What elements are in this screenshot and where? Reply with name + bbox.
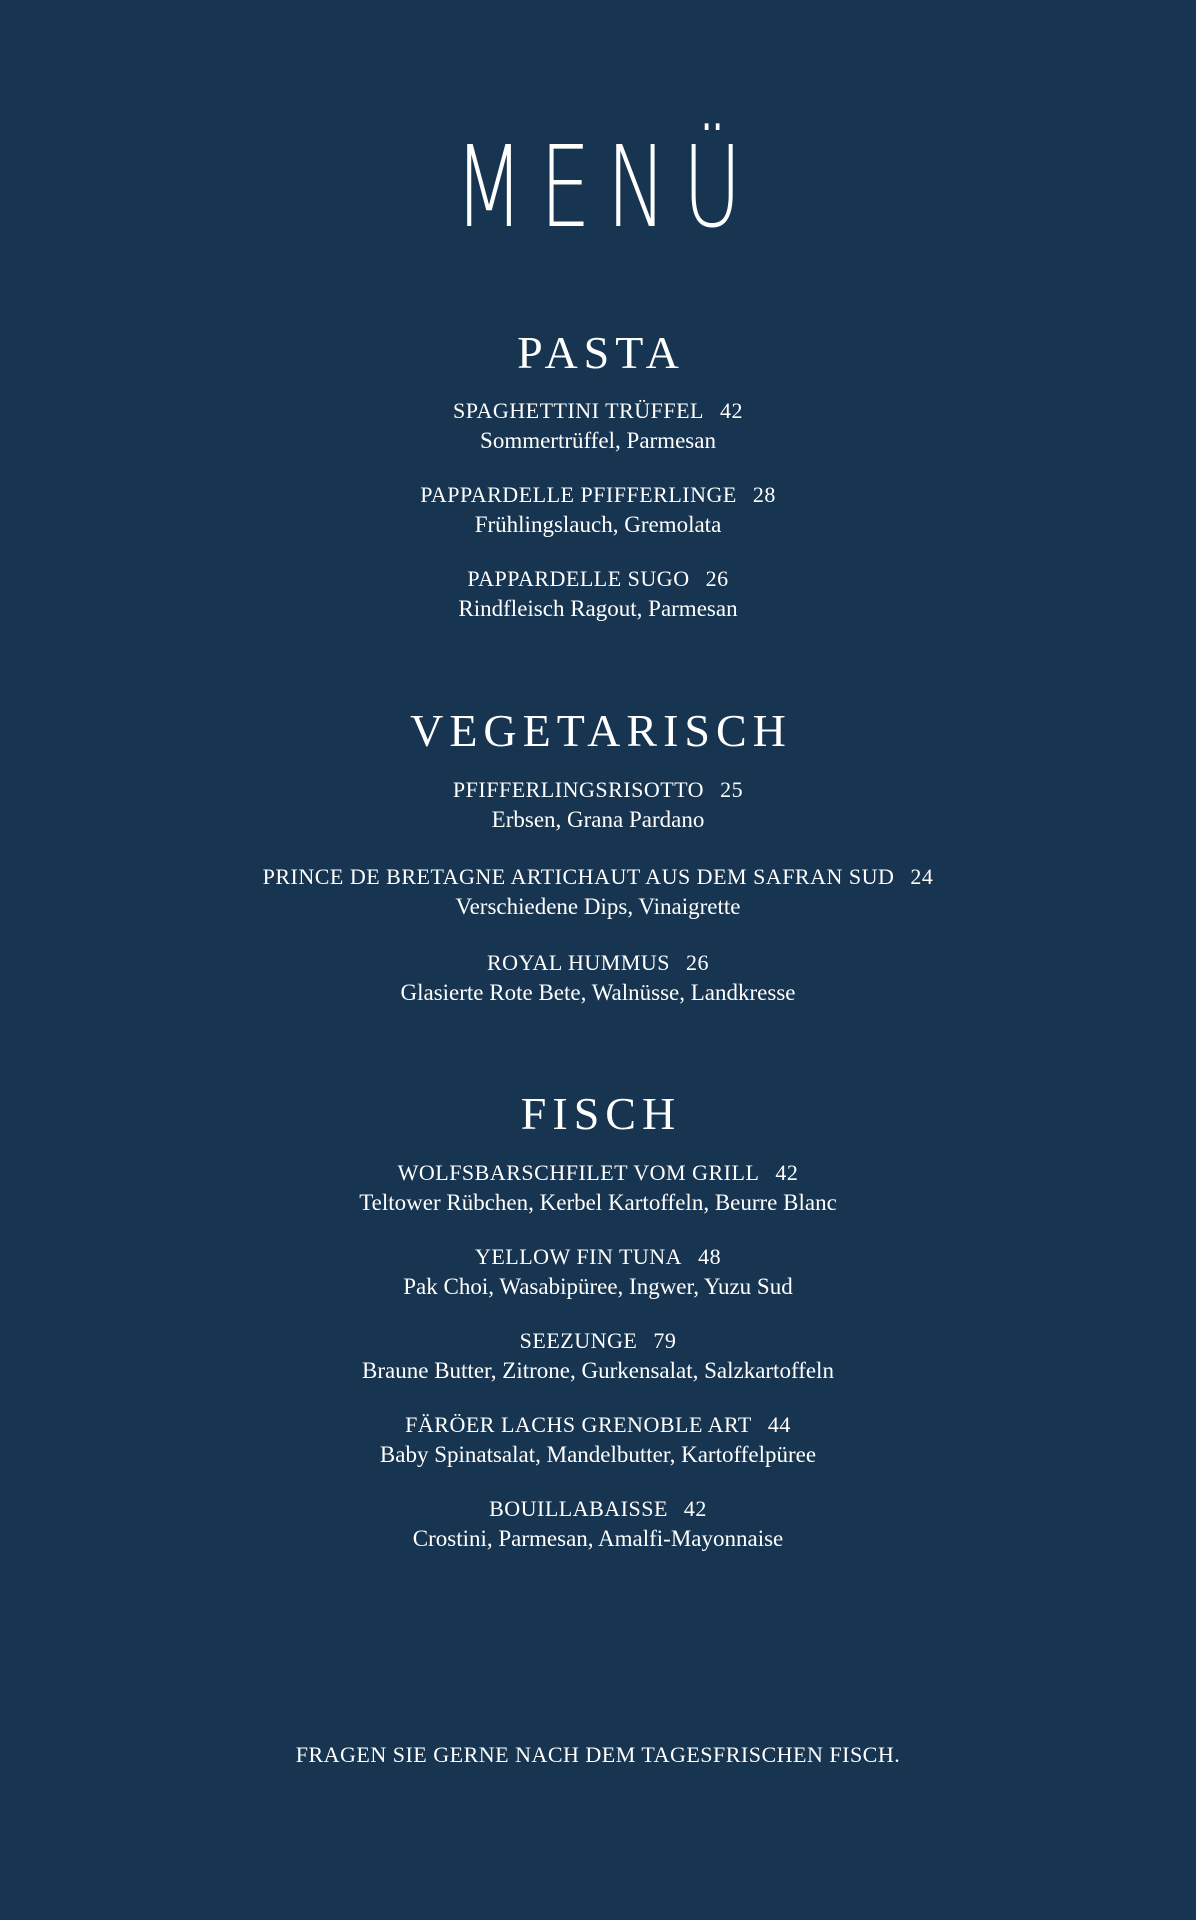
- menu-item: [0, 862, 1196, 922]
- menu-item: [0, 480, 1196, 540]
- menu-item: [0, 775, 1196, 835]
- item-price: 42: [719, 398, 743, 423]
- item-name: PAPPARDELLE SUGO: [467, 566, 690, 591]
- section-title-pasta: PASTA: [517, 327, 685, 378]
- item-description: Frühlingslauch, Gremolata: [474, 512, 722, 537]
- item-price: 48: [698, 1244, 722, 1269]
- item-price: 28: [752, 482, 776, 507]
- item-description: Baby Spinatsalat, Mandelbutter, Kartoffelpüree: [379, 1442, 817, 1467]
- item-price: 44: [767, 1412, 791, 1437]
- menu-title: MENÜ: [454, 123, 758, 253]
- menu-item: [0, 1158, 1196, 1218]
- item-description: Braune Butter, Zitrone, Gurkensalat, Salzkartoffeln: [362, 1358, 834, 1383]
- item-price: 26: [705, 566, 729, 591]
- menu-item: [0, 1410, 1196, 1470]
- item-price: 42: [775, 1160, 799, 1185]
- item-name: PRINCE DE BRETAGNE ARTICHAUT AUS DEM SAFRAN SUD: [262, 864, 895, 889]
- item-price: 24: [910, 864, 934, 889]
- item-name: SEEZUNGE: [519, 1328, 638, 1353]
- section-title-fisch: FISCH: [520, 1088, 682, 1139]
- item-name: SPAGHETTINI TRÜFFEL: [453, 398, 704, 423]
- item-name: PAPPARDELLE PFIFFERLINGE: [420, 482, 737, 507]
- item-price: 26: [686, 950, 710, 975]
- item-name: YELLOW FIN TUNA: [474, 1244, 683, 1269]
- menu-item: [0, 1242, 1196, 1302]
- item-description: Pak Choi, Wasabipüree, Ingwer, Yuzu Sud: [403, 1274, 793, 1299]
- item-price: 79: [653, 1328, 677, 1353]
- menu-item: [0, 1326, 1196, 1386]
- item-name: FÄRÖER LACHS GRENOBLE ART: [405, 1412, 752, 1437]
- item-name: PFIFFERLINGSRISOTTO: [452, 777, 705, 802]
- section-title-vegetarisch: VEGETARISCH: [410, 705, 792, 756]
- item-description: Glasierte Rote Bete, Walnüsse, Landkresse: [400, 980, 796, 1005]
- item-name: ROYAL HUMMUS: [486, 950, 671, 975]
- item-description: Crostini, Parmesan, Amalfi-Mayonnaise: [412, 1526, 784, 1551]
- item-price: 25: [720, 777, 744, 802]
- item-description: Erbsen, Grana Pardano: [491, 807, 705, 832]
- item-description: Teltower Rübchen, Kerbel Kartoffeln, Beurre Blanc: [359, 1190, 837, 1215]
- item-description: Sommertrüffel, Parmesan: [480, 428, 716, 453]
- menu-item: [0, 396, 1196, 456]
- item-price: 42: [683, 1496, 707, 1521]
- item-name: BOUILLABAISSE: [489, 1496, 668, 1521]
- item-description: Rindfleisch Ragout, Parmesan: [458, 596, 738, 621]
- menu-item: [0, 1494, 1196, 1554]
- footer-note: FRAGEN SIE GERNE NACH DEM TAGESFRISCHEN FISCH.: [295, 1742, 901, 1767]
- menu-item: [0, 948, 1196, 1008]
- menu-item: [0, 564, 1196, 624]
- item-name: WOLFSBARSCHFILET VOM GRILL: [397, 1160, 760, 1185]
- item-description: Verschiedene Dips, Vinaigrette: [455, 894, 741, 919]
